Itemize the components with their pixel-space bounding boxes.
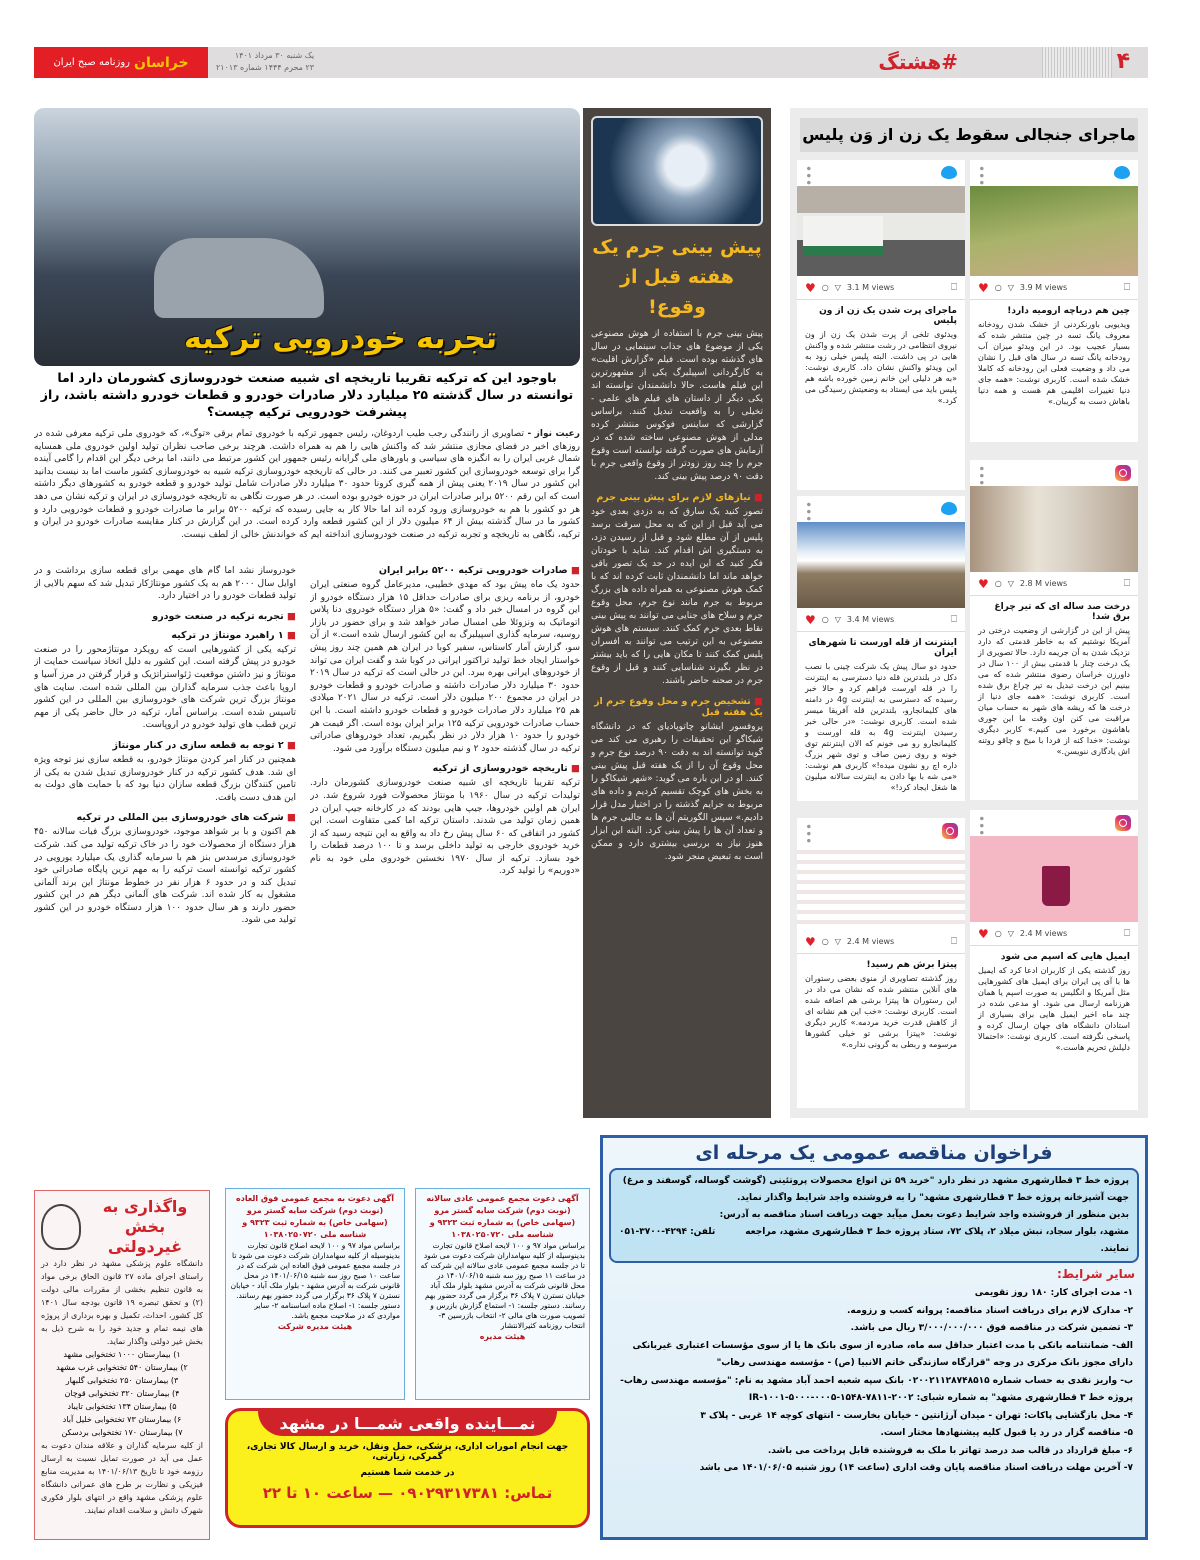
hospital-item: ۶) بیمارستان ۷۳ تختخوابی خلیل آباد xyxy=(62,1415,182,1424)
paragraph: ترکیه یکی از کشورهایی است که رویکرد مونتاژمحور را در صنعت خودرو در پیش گرفته است. این کشور به دلیل اتخاذ سیاست حمایت از مونتاژ و نیز داشتن موقعیت ژئواستراتژیک و قرار گرفتن در مرز آسیا و اروپا باعث جذب سرمایه گذاران بین المللی شده است. سایت های مونتاژ بزرگ ترین شرکت های خودروسازی بین المللی در این کشور تاسیس شده است. براساس آمار، ترکیه در حال حاضر یکی از مهم ترین قطب های تولید خودرو در اروپاست. xyxy=(34,644,296,731)
bookmark-icon[interactable]: ⎕ xyxy=(1124,282,1130,293)
more-icon[interactable]: ••• xyxy=(974,165,988,187)
post-body: ویدئوی تلخی از پرت شدن یک زن از ون نیروی انتظامی در رشت منتشر شده و واکنش هایی در پی داشت. البته پلیس خیلی زود به این ویدئو واکنش نشان داد. کاربری نوشت: «به هر دلیلی این خانم زمین خورده باشه هم پلیس باید می ایستاد به وضعیتش رسیدگی می کرد.» xyxy=(805,330,957,405)
privatization-ad xyxy=(34,1190,210,1540)
social-title: ماجرای جنجالی سقوط یک زن از وَن پلیس xyxy=(800,118,1138,152)
paragraph: هم اکنون و با بر شواهد موجود، خودروسازی بزرگ فیات سالانه ۴۵۰ هزار دستگاه از محصولات خود را در خاک ترکیه تولید می کند. شرکت خودروسازی مرسدس بنز هم با سرمایه گذاری یک میلیارد یورویی در کشور ترکیه توانسته است ترکیه را به مهم ترین پایگاه صادراتی خود تبدیل کند و در حدود ۶ هزار نفر در خطوط مونتاژ این برند آلمانی مشغول به کار شده اند. شرکت های آلمانی دیگر هم در این کشور حضور دارند و هر سال حدود ۱۰۰ هزار دستگاه خودرو در این کشور تولید می شود. xyxy=(34,827,296,926)
article-column xyxy=(310,565,580,1160)
post-image-tree xyxy=(970,486,1138,572)
conditions-title: سایر شرایط: xyxy=(1057,1267,1135,1281)
condition-item: ۳- تضمین شرکت در مناقصه فوق ۳/۰۰۰/۰۰۰/۰۰۰ ریال می باشد. xyxy=(850,1323,1133,1333)
more-icon[interactable]: ••• xyxy=(801,165,815,187)
ad-title: فراخوان مناقصه عمومی یک مرحله ای xyxy=(695,1142,1053,1164)
comment-icon[interactable]: ○ xyxy=(821,283,829,292)
page-header xyxy=(34,47,1148,78)
article-title: تجربه خودرویی ترکیه xyxy=(184,321,498,356)
heart-icon[interactable]: ♥ xyxy=(978,926,989,941)
post-card xyxy=(970,460,1138,800)
share-icon[interactable]: ▽ xyxy=(834,937,841,946)
more-icon[interactable]: ••• xyxy=(801,501,815,523)
subheading: ■ تشخیص جرم و محل وقوع جرم از یک هفته قبل xyxy=(591,696,763,718)
heart-icon[interactable]: ♥ xyxy=(805,280,816,295)
author: رعیت نواز - xyxy=(523,429,580,439)
post-actions xyxy=(970,276,1138,300)
more-icon[interactable]: ••• xyxy=(974,465,988,487)
comment-icon[interactable]: ○ xyxy=(994,283,1002,292)
date-line: یک شنبه ۳۰ مرداد ۱۴۰۱ xyxy=(234,51,315,60)
social-column xyxy=(790,108,1148,1118)
heart-icon[interactable]: ♥ xyxy=(978,280,989,295)
instagram-icon xyxy=(1115,465,1131,481)
article-title: پیش بینی جرم یک هفته قبل از وقوع! xyxy=(592,236,762,318)
post-body: روز گذشته یکی از کاربران ادعا کرد که ایمیل ها با آی پی ایران برای ایمیل های کشورهایی مثل آمریکا و انگلیس به صورت اسپم یا همان هرزنامه ارسال می شود. او مدعی شده در چند ماه اخیر ایمیل هایی برای بسیاری از استادان دانشگاه های جهان ارسال کرده و پاسخی نگرفته است. کاربری نوشت: «احتمالا دلیلش تحریم هاست.» xyxy=(978,966,1130,1052)
paragraph: پروفسور ایشانو چاتوپادیای که در دانشگاه شیکاگو این تحقیقات را رهبری می کند می گوید توانسته اند به دقت ۹۰ درصد نوع جرم و محل وقوع آن را از یک هفته قبل پیش بینی کنند. او در این باره می گوید: «شهر شیکاگو را به بخش های کوچک تقسیم کردیم و داده های مربوط به جرایم گذشته را در اختیار مدل قرار دادیم.» سپس الگوریتم آن ها به جالبی جرم ها و تعداد آن ها را پیش بینی کرد. البته این ابزار هنوز نیاز به بررسی بیشتری دارد و ممکن است به تبعیض منجر شود. xyxy=(591,722,763,862)
post-card xyxy=(970,810,1138,1110)
issue-date xyxy=(216,50,314,74)
post-actions xyxy=(797,276,965,300)
post-body: پیش از این در گزارشی از وضعیت درختی در آمریکا نوشتیم که به خاطر قدمتی که دارد نزدیک شدن به آن جریمه دارد. حالا تصویری از یک درخت چنار با قدمتی بیش از ۱۰۰ سال در داورزن خراسان رضوی منتشر شده که می بینیم این درخت تبدیل به تیر چراغ برق شده است. کاربری نوشت: «همه جای دنیا از درخت ها که ریشه های شهر به حساب میان مراقبت می کنن اون وقت ما این جوری باهاشون برخورد می کنیم.» کاربر دیگری نوشت: «خدا کنه از فردا با میخ و چاقو روتنه اش یادگاری ننویسن.» xyxy=(978,626,1130,756)
trash-icon xyxy=(1042,866,1070,906)
article-intro: پیش بینی جرم با استفاده از هوش مصنوعی یکی از موضوع های جذاب سینمایی در سال های گذشته بوده است. فیلم «گزارش اقلیت» به کارگردانی اسپیلبرگ یکی از مشهورترین این فیلم هاست. حالا دانشمندان توانسته اند یکی دیگر از داستان های فیلم های علمی - تخیلی را به واقعیت تبدیل کنند. براساس گزارشی که ساینس فوکوس منتشر کرده مدلی از هوش مصنوعی ساخته شده که در آزمایش های صورت گرفته توانسته است وقوع جرم را چند روز زودتر از وقوع واقعی جرم با دقت ۹۰ درصد پیش بینی کند. xyxy=(591,329,763,482)
post-image-lake xyxy=(970,186,1138,276)
subheading: ■ صادرات خودرویی ترکیه ۵۲۰۰ برابر ایران xyxy=(310,565,580,576)
post-card xyxy=(797,496,965,801)
share-icon[interactable]: ▽ xyxy=(1007,579,1014,588)
ad-signature: هیئت مدیره شرکت xyxy=(277,1322,353,1331)
car-shape xyxy=(154,238,324,318)
tender-address: مشهد، بلوار سجاد، نبش میلاد ۲، پلاک ۷۲، ستاد پروژه خط ۳ قطارشهری مشهد، مراجعه نمایند. xyxy=(745,1227,1129,1254)
post-caption: درخت صد ساله ای که تیر چراغ برق شد! xyxy=(994,602,1130,622)
post-caption: ماجرای پرت شدن یک زن از ون پلیس xyxy=(819,306,957,326)
assembly-notice-ad xyxy=(415,1188,590,1400)
condition-item: ب- واریز نقدی به حساب شماره ۰۲۰۰۲۱۱۲۸۷۴۸۵۱۵ بانک سپه شعبه احمد آباد مشهد به نام: "مؤسسه مهندسی رهاب- پروژه خط ۳ قطارشهری مشهد" به شماره شبای: IR-۱۰۰۱-۵۰۰۰-۰۰۰۵-۱۵۴۸-۷۸۱۱-۲۰۰۲ xyxy=(620,1375,1133,1403)
comment-icon[interactable]: ○ xyxy=(821,615,829,624)
post-body: ویدیویی باورنکردنی از خشک شدن رودخانه معروف یانگ تسه در چین منتشر شده که بسیار عجیب بود. در این ویدئو میزان آب رودخانه یانگ تسه در سال های قبل را نشان می داد و وضعیت فعلی این رودخانه که کاملا خشک شده است. کاربری نوشت: «همه جای دنیا تغییرات اقلیمی هم هست و همه دنیا باهاش دست به گریبان.» xyxy=(978,320,1130,406)
post-caption: ایمیل هایی که اسپم می شود xyxy=(1000,952,1130,962)
tender-text: بدین منظور از فروشنده واجد شرایط دعوت بعمل میآید جهت دریافت اسناد مناقصه به آدرس: xyxy=(719,1210,1129,1220)
instagram-icon xyxy=(942,823,958,839)
twitter-icon xyxy=(941,166,957,179)
ad-title: واگذاری به بخش غیردولتی xyxy=(102,1197,188,1256)
hospital-item: ۱) بیمارستان ۱۰۰۰ تختخوابی مشهد xyxy=(63,1350,181,1359)
representative-ad xyxy=(225,1408,590,1528)
subheading: ■ نیازهای لازم برای پیش بینی جرم xyxy=(591,492,763,503)
condition-item: ۷- آخرین مهلت دریافت اسناد مناقصه پایان وقت اداری (ساعت ۱۴) روز شنبه ۱۴۰۱/۰۶/۰۵ می باشد xyxy=(699,1463,1133,1473)
university-logo xyxy=(41,1204,81,1250)
view-count: 2.8 M views xyxy=(1019,579,1068,588)
ad-body: براساس مواد ۹۷ و ۱۰۰ لایحه اصلاح قانون تجارت بدینوسیله از کلیه سهامداران شرکت دعوت می شود تا در جلسه مجمع عمومی فوق العاده این شرکت که در ساعت ۱۰ صبح روز سه شنبه ۱۴۰۱/۰۶/۱۵ در محل قانونی شرکت به آدرس مشهد - بلوار ملک آباد - خیابان نسترن ۷ پلاک ۳۶ برگزار می گردد حضور بهم رسانند. دستور جلسه: ۱- اصلاح ماده اساسنامه ۲- سایر مواردی که در صلاحیت مجمع باشد. xyxy=(230,1241,400,1320)
page-number: ۴ xyxy=(1116,49,1130,74)
bookmark-icon[interactable]: ⎕ xyxy=(951,282,957,293)
post-actions xyxy=(970,922,1138,946)
more-icon[interactable]: ••• xyxy=(974,815,988,837)
subheading: ■ تاریخچه خودروسازی از ترکیه xyxy=(310,763,580,774)
hospital-list xyxy=(41,1348,203,1439)
more-icon[interactable]: ••• xyxy=(801,823,815,845)
post-card xyxy=(970,160,1138,442)
tender-ad xyxy=(600,1135,1148,1540)
condition-item: ۶- مبلغ قرارداد در قالب صد درصد تهاتر با ملک به فروشنده قابل پرداخت می باشد. xyxy=(767,1445,1133,1456)
bookmark-icon[interactable]: ⎕ xyxy=(1124,928,1130,939)
subheading: ■ تجربه ترکیه در صنعت خودرو xyxy=(34,611,296,622)
bookmark-icon[interactable]: ⎕ xyxy=(951,936,957,947)
share-icon[interactable]: ▽ xyxy=(834,615,841,624)
hospital-item: ۳) بیمارستان ۲۵۰ تختخوابی گلبهار xyxy=(65,1376,179,1385)
post-card xyxy=(797,818,965,1108)
section-title: #هشتگ xyxy=(878,50,958,74)
share-icon[interactable]: ▽ xyxy=(1007,283,1014,292)
condition-item: ۱- مدت اجرای کار: ۱۸۰ روز تقویمی xyxy=(974,1288,1133,1298)
heart-icon[interactable]: ♥ xyxy=(978,576,989,591)
share-icon[interactable]: ▽ xyxy=(1007,929,1014,938)
twitter-icon xyxy=(941,502,957,515)
post-actions xyxy=(797,608,965,632)
ad-body: دانشگاه علوم پزشکی مشهد در نظر دارد در راستای اجرای ماده ۲۷ قانون الحاق برخی مواد به قانون تنظیم بخشی از مقررات مالی دولت (۲) و تحقق تبصره ۱۹ قانون بودجه سال ۱۴۰۱ کل کشور، احداث، تکمیل و بهره برداری از پروژه های نیمه تمام و جدید خود را به شرح ذیل به بخش غیر دولتی واگذار نماید. xyxy=(41,1259,203,1346)
article-intro xyxy=(34,428,580,558)
paragraph: تصور کنید یک سارق که به دزدی بعدی خود می آید قبل از این که به محل سرقت برسد پلیس از آن مطلع شود و قبل از رسیدن دزد، به دستگیری اش اقدام کند. شاید با خودتان فکر کنید که این ایده در حد یک تصور باقی خواهد ماند اما دانشمندان ثابت کرده اند که با کمک هوش مصنوعی به همراه داده های بزرگ مربوط به جرم مانند نوع جرم، محل وقوع جرم و سلاح های جنایی می توانند به پیش بینی نقاط بعدی جرم کمک کنند. سیستم های هوش مصنوعی به این ترتیب می توانند به افسران پلیس کمک کنند تا مکان هایی را که باید بیشتر در نظر بگیرند شناسایی کنند و قبل از وقوع جرم در صحنه حاضر باشند. xyxy=(591,507,763,686)
van-shape xyxy=(803,216,883,256)
hospital-item: ۷) بیمارستان ۱۷۰ تختخوابی بردسکن xyxy=(61,1428,183,1437)
share-icon[interactable]: ▽ xyxy=(834,283,841,292)
newspaper-logo xyxy=(34,47,208,78)
ad-signature: هیئت مدیره xyxy=(479,1332,526,1341)
intro-text: تصاویری از رانندگی رجب طیب اردوغان، رئیس جمهور ترکیه با خودروی تمام برقی «توگ»، که خودروی ملی ترکیه معرفی شده در روزهای اخیر در فضای مجازی منتشر شد که واکنش هایی را هم به همراه داشت. هرچند برخی صاحب نظران تولید اولین خودروی ملی همسایه شمال غربی ایران را به انگیزه های سیاسی و باورهای ملی گرایانه رئیس جمهور این کشور مرتبط می دانند، اما برخی دیگر این اقدام را گامی آینده گرا برای توسعه خودروسازی این کشور تعبیر می کنند. در حالی که تاریخچه خودروسازی ترکیه شبیه به خودروسازی کشور ماست اما بد نیست بدانید این کشور در سال ۲۰۱۹ یعنی پیش از همه گیری کرونا حدود ۳۰ میلیارد دلار صادرات شامل تولید خودرو و قطعه خودرو به کشورهای دیگر داشته است که این رقم ۵۲۰۰ برابر صادرات ایران در حوزه خودرو بوده است. در هر صورت نگاهی به تاریخچه خودروسازی در ایران و ترکیه نشان می دهد هر دو کشور با هم به خودروسازی ورود کرده اند اما حالا کار به جایی رسیده که ترکیه ۵۲۰۰ برابر ما صادرات خودرو و قطعات خودرویی دارد و کشور ما در سال گذشته بیش از ۶۴ میلیون دلار از این کشور قطعه وارد کرده است. در این گزارش در کنار مقایسه صادرات خودرو در ایران و ترکیه، نگاهی به تاریخچه و تجربه ترکیه در صنعت خودروسازی انداخته ایم که خواندنش خالی از لطف نیست. xyxy=(34,429,580,540)
twitter-icon xyxy=(1114,166,1130,179)
ad-title: آگهی دعوت به مجمع عمومی فوق العاده (نوبت دوم) شرکت سایه گستر مرو (سهامی خاص) به شماره ثبت ۹۳۲۳ و شناسه ملی ۱۰۳۸۰۲۵۰۷۲۰ xyxy=(236,1194,394,1239)
view-count: 3.4 M views xyxy=(846,615,895,624)
condition-item: ۵- مناقصه گزار در رد یا قبول کلیه پیشنهادها مختار است. xyxy=(880,1428,1133,1438)
hospital-item: ۴) بیمارستان ۳۲۰ تختخوابی قوچان xyxy=(64,1389,180,1398)
ad-contact-phone: تماس: ۰۹۰۲۹۳۱۷۳۸۱ — ساعت ۱۰ تا ۲۲ xyxy=(262,1484,553,1502)
view-count: 3.9 M views xyxy=(1019,283,1068,292)
car-factory-image xyxy=(34,108,580,366)
paragraph: ترکیه تقریبا تاریخچه ای شبیه صنعت خودروسازی کشورمان دارد. تولیدات ترکیه در سال ۱۹۶۰ با مونتاژ محصولات فورد شروع شد. در ایران هم اولین خودروها، جیپ هایی بودند که در کارخانه جیپ ایران در همین زمان تولید می شدند. داستان ترکیه اما کمی متفاوت است. این کشور در اتفاقی که ۶۰ سال پیش رخ داد به واقع به این نتیجه رسید که از خرید خودروی خارجی به تولید داخلی برسد و تا ۱۰۰ درصد قطعات را خود بسازد. ترکیه از سال ۱۹۷۰ نخستین خودروی ملی خود به نام «دوریم» را تولید کرد. xyxy=(310,778,580,877)
paragraph: خودروساز نشد اما گام های مهمی برای قطعه سازی برداشت و در اوایل سال ۲۰۰۰ هم به یک کشور مونتاژکار تبدیل شد که سهم بالایی از تولید قطعات خودرو را در اختیار دارد. xyxy=(34,566,296,602)
extraordinary-assembly-ad xyxy=(225,1188,405,1400)
comment-icon[interactable]: ○ xyxy=(994,929,1002,938)
ad-body: براساس مواد ۹۷ و ۱۰۰ لایحه اصلاح قانون تجارت بدینوسیله از کلیه سهامداران شرکت دعوت می شود تا در جلسه مجمع عمومی عادی سالانه این شرکت که در ساعت ۱۱ صبح روز سه شنبه ۱۴۰۱/۰۶/۱۵ در محل قانونی شرکت به آدرس مشهد بلوار ملک آباد خیابان نسترن ۷ پلاک ۳۶ برگزار می گردد حضور بهم رسانند. دستور جلسه: ۱- استماع گزارش بازرس و تصویب صورت های مالی ۲- انتخاب بازرسین ۳- انتخاب روزنامه کثیرالانتشار xyxy=(420,1241,585,1330)
header-pattern xyxy=(1042,47,1112,78)
paragraph: همچنین در کنار امر کردن مونتاژ خودرو، به قطعه سازی نیز توجه ویژه ای شد. هدف کشور ترکیه در کنار خودروسازی تبدیل شدن به یکی از تامین کنندگان بزرگ قطعه سازان دنیا بود که با حمایت های دولت به این هدف دست یافت. xyxy=(34,754,296,803)
article-lede: باوجود این که ترکیه تقریبا تاریخچه ای شبیه صنعت خودروسازی کشورمان دارد اما توانسته در سال گذشته ۲۵ میلیارد دلار صادرات خودرو و قطعات خودرو داشته باشد، راز پیشرفت خودرویی ترکیه چیست؟ xyxy=(40,370,574,419)
conditions-list xyxy=(603,1285,1145,1478)
post-caption: چین هم دریاچه ارومیه دارد! xyxy=(1007,306,1130,316)
ad-text: در خدمت شما هستیم xyxy=(360,1468,455,1478)
post-body: روز گذشته تصاویری از منوی بعضی رستوران های آنلاین منتشر شده که نشان می داد در این رستوران ها پیتزا برشی هم اضافه شده است. کاربری نوشت: «خب این هم نشانه ای از کاهش قدرت خرید مردمه.» کاربر دیگری نوشت: «پیتزا برشی تو خیلی کشورها مرسومه و ربطی به گرونی نداره.» xyxy=(805,974,957,1049)
tender-phone: تلفن: ۴۲۹۴-۳۷۰۰-۰۵۱ xyxy=(619,1227,716,1237)
hospital-item: ۵) بیمارستان ۱۳۴ تختخوابی تایباد xyxy=(67,1402,177,1411)
post-image-pizza-menu xyxy=(797,844,965,930)
bookmark-icon[interactable]: ⎕ xyxy=(951,614,957,625)
post-caption: اینترنت از قله اورست تا شهرهای ایران xyxy=(808,638,957,658)
condition-item: الف- ضمانتنامه بانکی با مدت اعتبار حداقل سه ماه، صادره از سوی بانک ها یا از سوی مؤسسات اعتباری غیربانکی دارای مجوز بانک مرکزی در وجه "قرارگاه سازندگی خاتم الانبیا (ص) - مؤسسه مهندسی رهاب" xyxy=(632,1340,1133,1368)
instagram-icon xyxy=(1115,815,1131,831)
comment-icon[interactable]: ○ xyxy=(821,937,829,946)
condition-item: ۴- محل بازگشایی پاکات: تهران - میدان آرژانتین - خیابان بخارست - انتهای کوچه ۱۴ غربی - پلاک ۳ xyxy=(700,1410,1133,1421)
post-body: حدود دو سال پیش یک شرکت چینی با نصب دکل در بلندترین قله دنیا دسترسی به اینترنت را در قله اورست فراهم کرد و حالا خبر رسیده که دسترسی به اینترنت 4g در دامنه های کلیمانجارو، بلندترین قله آفریقا میسر شده است. کاربری نوشت: «در حالی خبر رسیدن اینترنت 4g به قله اورست و کلیمانجارو رو می خونم که الان اینترنتم توی خونه و روی زمین صاف و توی شهر بزرگ داره اچ رو نشون میده!» کاربری هم نوشت: «می شه با بها دادن به اینترنت سالانه میلیون ها شغل ایجاد کرد!» xyxy=(805,662,957,792)
post-caption: پیتزا برش هم رسید! xyxy=(866,960,957,970)
ad-title: آگهی دعوت مجمع عمومی عادی سالانه (نوبت دوم) شرکت سایه گستر مرو (سهامی خاص) به شماره ثبت ۹۳۲۳ و شناسه ملی ۱۰۳۸۰۲۵۰۷۲۰ xyxy=(426,1194,579,1239)
subheading: ■ شرکت های خودروسازی بین المللی در ترکیه xyxy=(34,812,296,823)
brand-name: خراسان xyxy=(134,54,189,71)
view-count: 3.1 M views xyxy=(846,283,895,292)
ad-title: نمـــاینده واقعی شمـــا در مشهد xyxy=(258,1411,557,1436)
comment-icon[interactable]: ○ xyxy=(994,579,1002,588)
issue-number: ۲۳ محرم ۱۴۴۴ شماره ۲۱۰۱۳ xyxy=(216,63,315,72)
post-image-spam-bin xyxy=(970,836,1138,922)
subheading: ■ ۱ راهبرد مونتاژ در ترکیه xyxy=(34,630,296,641)
ad-services: جهت انجام امورات اداری، پزشکی، حمل ونقل، خرید و ارسال کالا تجاری، گمرکی، زیارتی، xyxy=(246,1442,569,1462)
heart-icon[interactable]: ♥ xyxy=(805,934,816,949)
post-image-everest xyxy=(797,522,965,608)
post-actions xyxy=(970,572,1138,596)
brand-tagline: روزنامه صبح ایران xyxy=(53,57,130,68)
heart-icon[interactable]: ♥ xyxy=(805,612,816,627)
view-count: 2.4 M views xyxy=(846,937,895,946)
condition-item: ۲- مدارک لازم برای دریافت اسناد مناقصه: پروانه کسب و رزومه. xyxy=(846,1305,1133,1316)
post-image-police-van xyxy=(797,186,965,276)
tender-info-box xyxy=(609,1168,1139,1263)
hospital-item: ۲) بیمارستان ۵۴۰ تختخوابی غرب مشهد xyxy=(56,1363,188,1372)
post-actions xyxy=(797,930,965,954)
tender-text: پروژه خط ۳ قطارشهری مشهد در نظر دارد "خرید ۵۹ تن انواع محصولات پروتئینی (گوشت گوساله، گوسفند و مرغ) جهت آشپزخانه پروژه خط ۳ قطارشهری مشهد" را به فروشنده واجد شرایط واگذار نماید. xyxy=(622,1176,1129,1203)
robot-image xyxy=(591,116,763,226)
article-column xyxy=(34,565,296,1160)
bookmark-icon[interactable]: ⎕ xyxy=(1124,578,1130,589)
ad-footer: از کلیه سرمایه گذاران و علاقه مندان دعوت به عمل می آید در صورت تمایل نسبت به ارسال رزومه خود تا تاریخ ۱۴۰۱/۰۶/۱۳ به مدیریت منابع فیزیکی و نظارت بر طرح های عمرانی دانشگاه علوم پزشکی مشهد واقع در انتهای بلوار فکوری شهرک دانش و سلامت اقدام نمایند. xyxy=(41,1441,203,1515)
view-count: 2.4 M views xyxy=(1019,929,1068,938)
subheading: ■ ۲ توجه به قطعه سازی در کنار مونتاژ xyxy=(34,740,296,751)
paragraph: حدود یک ماه پیش بود که مهدی خطیبی، مدیرعامل گروه صنعتی ایران خودرو، از برنامه ریزی برای صادرات حداقل ۱۵ هزار دستگاه خودرو از این گروه در امسال خبر داد و گفت: «۵ هزار دستگاه خودروی دنا پلاس اتوماتیک به ونزوئلا طی امسال صادر خواهد شد و برای حضور در بازار روسیه، سرمایه گذاری اسپیلبرگ به این کشور ارسال شده است.» از آن سو، گزارش آمار کاستاس، سفیر کوبا در ایران هم همین چند روز پیش خواستار ایجاد خط تولید تراکتور ایرانی در کوبا شد و گفت ایران می تواند از خودروهای ایرانی بهره ببرد. این در حالی است که ترکیه در سال ۲۰۱۹ حدود ۳۰ میلیارد دلار صادرات داشته و صادرات خودرو و قطعات خودرو در ایران در مجموع ۲۰۰ میلیون دلار است. ترکیه در سال ۲۰۲۱ میلادی هم ۲۵ میلیارد دلار صادرات خودرو و قطعات خودرو داشته است. با این حساب صادرات خودرویی ترکیه ۱۲۵ برابر ایران بوده است. اگر قیمت هر خودرو را حدود ۱۰ هزار دلار در نظر بگیریم، تعداد خودروهای صادراتی ترکیه در سال گذشته حدود ۲ و نیم میلیون دستگاه برآورد می شود. xyxy=(310,580,580,754)
post-card xyxy=(797,160,965,490)
crime-prediction-article xyxy=(583,108,771,1118)
